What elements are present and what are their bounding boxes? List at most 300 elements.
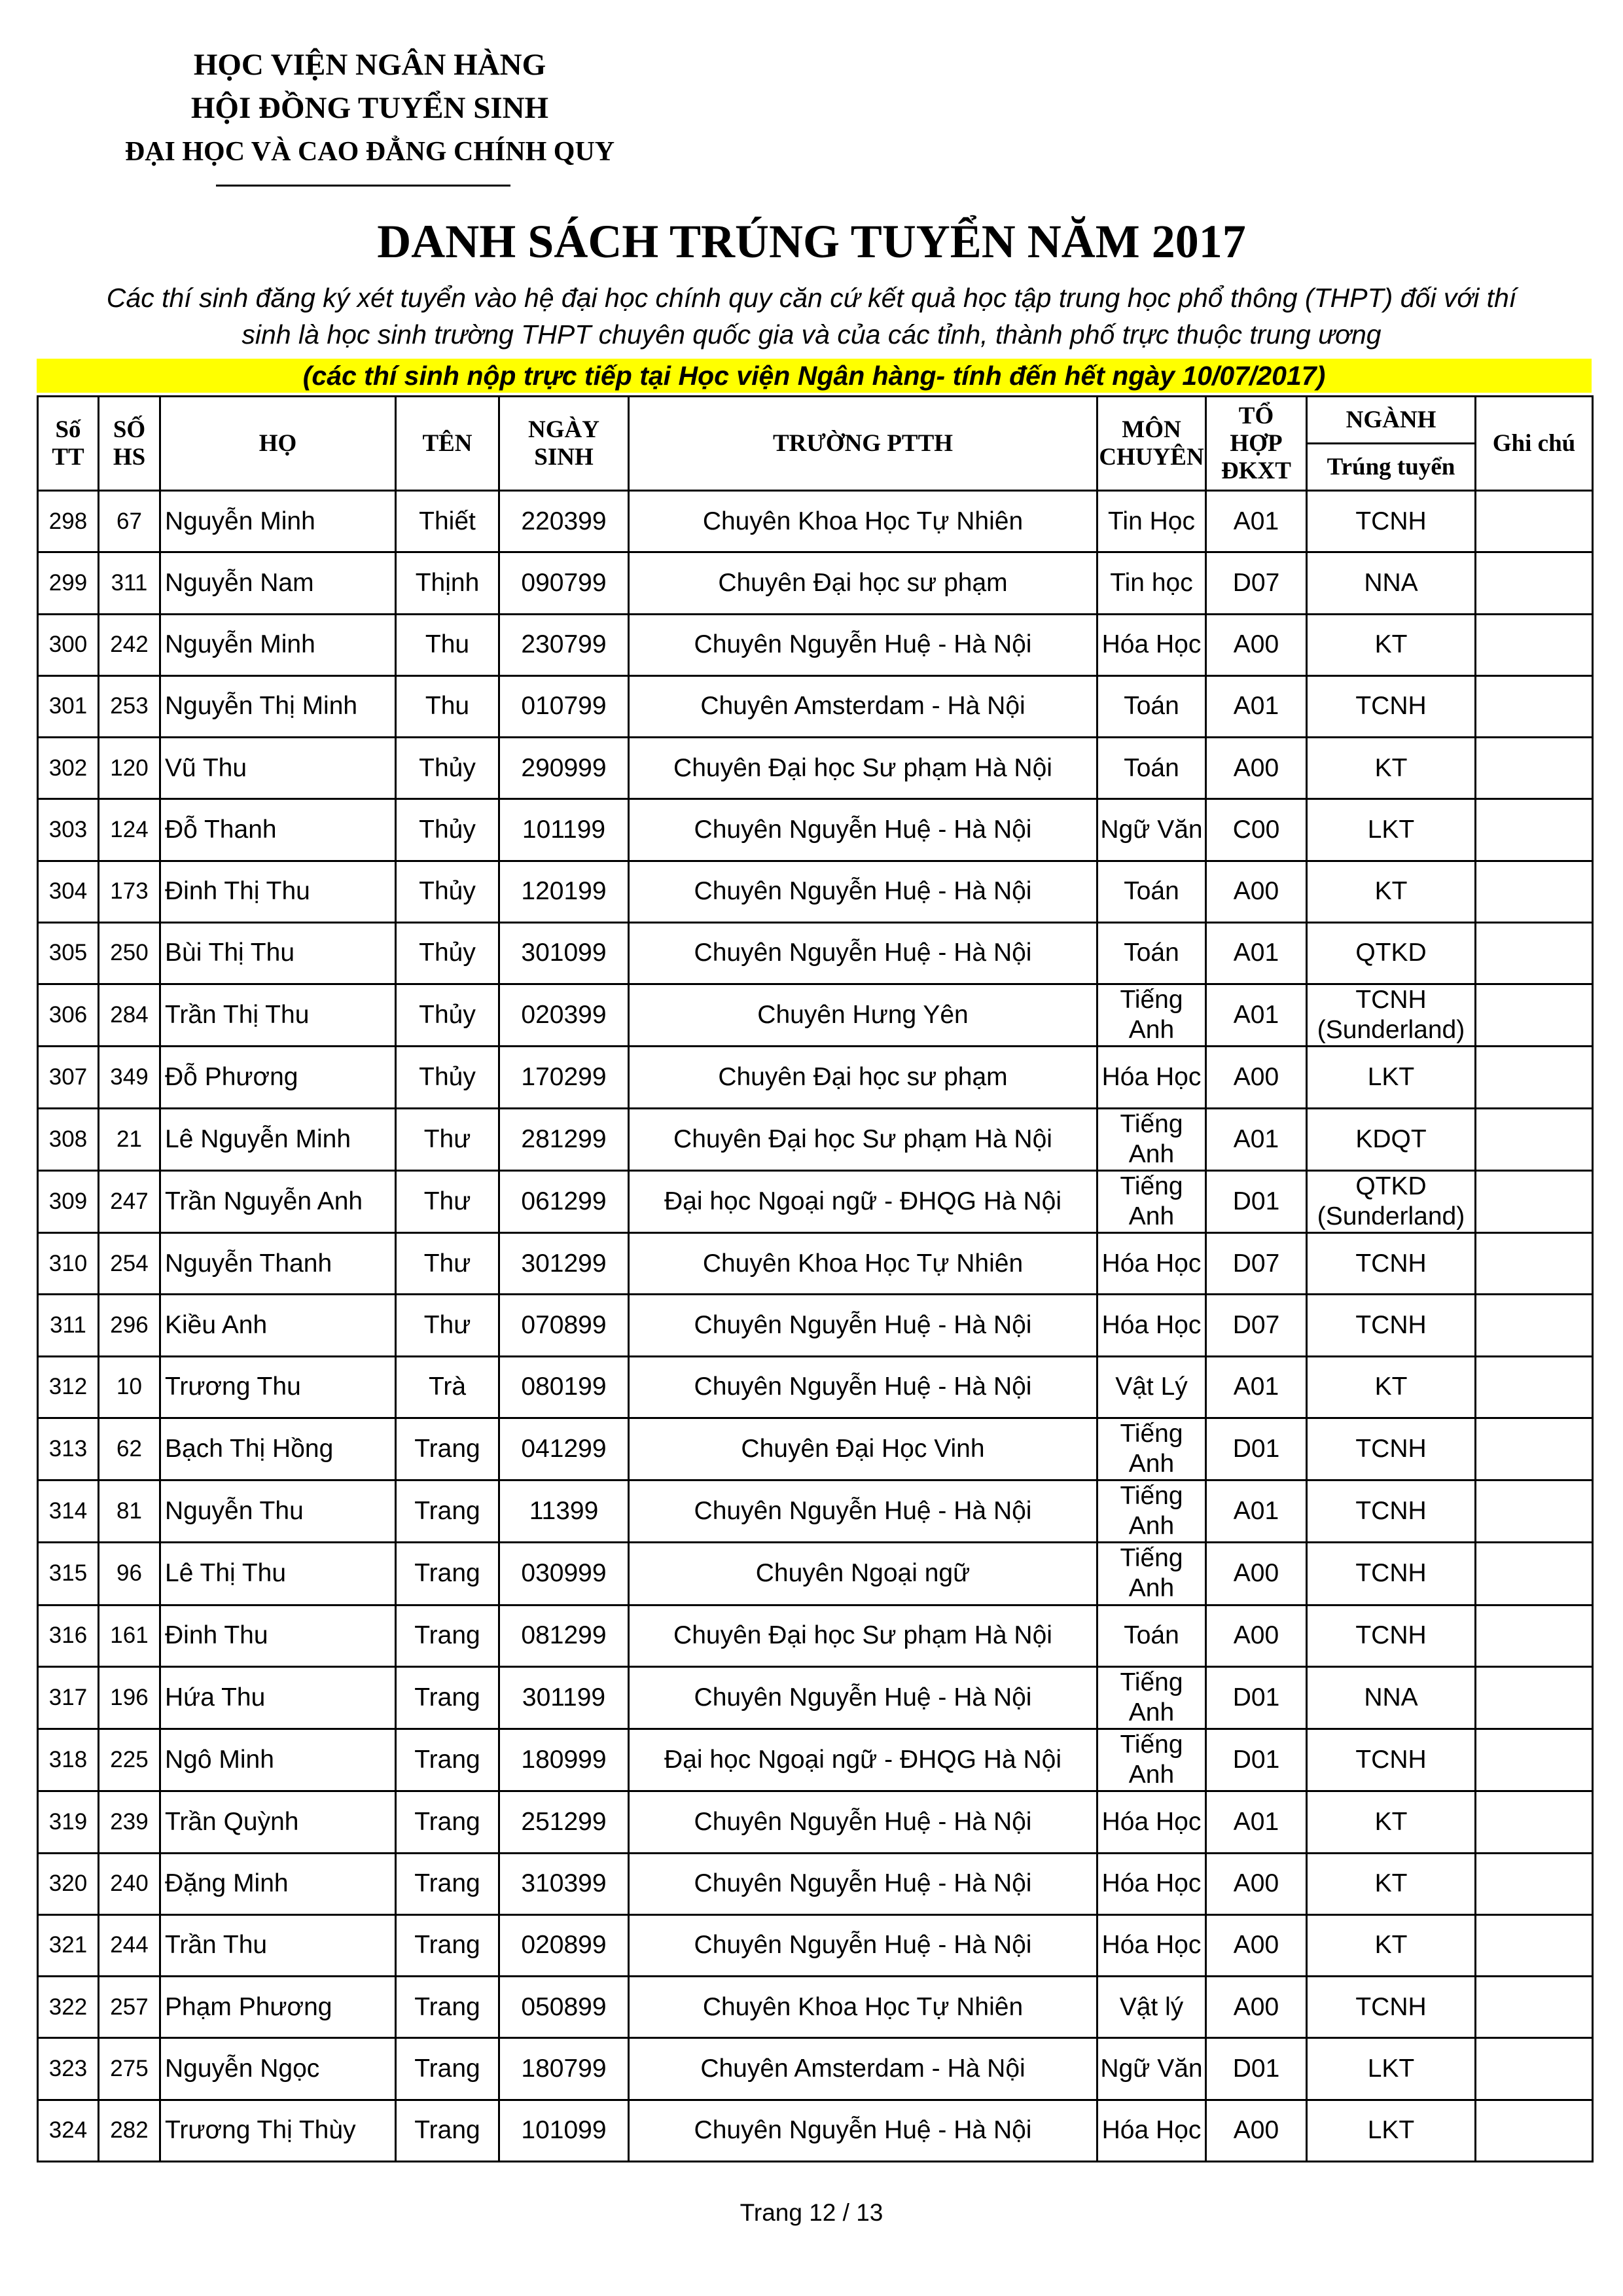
cell-to-hop: A00 xyxy=(1206,1047,1307,1108)
cell-to-hop: D07 xyxy=(1206,1233,1307,1295)
cell-shs: 311 xyxy=(99,552,160,614)
cell-ten: Trà xyxy=(396,1356,499,1418)
cell-truong: Chuyên Amsterdam - Hà Nội xyxy=(629,675,1097,737)
institution-name: HỌC VIỆN NGÂN HÀNG xyxy=(193,48,546,82)
table-row xyxy=(38,1418,1593,1480)
cell-ngay-sinh: 120199 xyxy=(499,861,629,922)
cell-to-hop: A01 xyxy=(1206,491,1307,552)
col-header-truong: TRƯỜNG PTTH xyxy=(629,397,1097,491)
cell-nganh: LKT xyxy=(1307,1047,1476,1108)
cell-mon-chuyen: Hóa Học xyxy=(1097,2100,1206,2162)
cell-shs: 124 xyxy=(99,799,160,861)
cell-ghi-chu xyxy=(1476,1853,1593,1914)
cell-ten: Trang xyxy=(396,1853,499,1914)
cell-truong: Chuyên Nguyễn Huệ - Hà Nội xyxy=(629,861,1097,922)
cell-to-hop: A00 xyxy=(1206,1543,1307,1605)
cell-ghi-chu xyxy=(1476,738,1593,799)
cell-to-hop: D07 xyxy=(1206,552,1307,614)
cell-ho: Nguyễn Thu xyxy=(160,1480,396,1543)
cell-ten: Thủy xyxy=(396,984,499,1047)
cell-ho: Nguyễn Ngọc xyxy=(160,2038,396,2100)
table-row xyxy=(38,552,1593,614)
table-row xyxy=(38,1480,1593,1543)
cell-shs: 254 xyxy=(99,1233,160,1295)
cell-ho: Nguyễn Minh xyxy=(160,491,396,552)
cell-ngay-sinh: 010799 xyxy=(499,675,629,737)
program-type: ĐẠI HỌC VÀ CAO ĐẲNG CHÍNH QUY xyxy=(124,137,615,167)
cell-stt: 307 xyxy=(38,1047,99,1108)
cell-ghi-chu xyxy=(1476,1047,1593,1108)
cell-to-hop: D01 xyxy=(1206,1729,1307,1791)
cell-truong: Chuyên Nguyễn Huệ - Hà Nội xyxy=(629,1295,1097,1356)
cell-ho: Trương Thu xyxy=(160,1356,396,1418)
cell-stt: 305 xyxy=(38,922,99,984)
cell-truong: Chuyên Khoa Học Tự Nhiên xyxy=(629,1977,1097,2038)
cell-ngay-sinh: 101199 xyxy=(499,799,629,861)
cell-stt: 311 xyxy=(38,1295,99,1356)
cell-ghi-chu xyxy=(1476,1170,1593,1232)
cell-shs: 349 xyxy=(99,1047,160,1108)
cell-ten: Thiết xyxy=(396,491,499,552)
cell-ghi-chu xyxy=(1476,1977,1593,2038)
cell-to-hop: D01 xyxy=(1206,2038,1307,2100)
cell-ten: Thủy xyxy=(396,861,499,922)
cell-ngay-sinh: 180999 xyxy=(499,1729,629,1791)
cell-shs: 240 xyxy=(99,1853,160,1914)
cell-mon-chuyen: Hóa Học xyxy=(1097,1233,1206,1295)
cell-ngay-sinh: 220399 xyxy=(499,491,629,552)
cell-ghi-chu xyxy=(1476,1791,1593,1853)
cell-nganh: LKT xyxy=(1307,2038,1476,2100)
cell-truong: Chuyên Ngoại ngữ xyxy=(629,1543,1097,1605)
cell-shs: 10 xyxy=(99,1356,160,1418)
subtitle-line-2: sinh là học sinh trường THPT chuyên quốc gia và của các tỉnh, thành phố trực thuộc trung ương xyxy=(241,319,1382,350)
table-row xyxy=(38,1791,1593,1853)
table-row xyxy=(38,1543,1593,1605)
cell-mon-chuyen: Ngữ Văn xyxy=(1097,799,1206,861)
cell-ten: Trang xyxy=(396,2100,499,2162)
col-header-ngay-sinh: NGÀY SINH xyxy=(499,397,629,491)
cell-ghi-chu xyxy=(1476,491,1593,552)
cell-to-hop: A01 xyxy=(1206,675,1307,737)
cell-ngay-sinh: 290999 xyxy=(499,738,629,799)
cell-to-hop: D01 xyxy=(1206,1418,1307,1480)
cell-truong: Chuyên Nguyễn Huệ - Hà Nội xyxy=(629,1480,1097,1543)
cell-ngay-sinh: 041299 xyxy=(499,1418,629,1480)
table-row xyxy=(38,1605,1593,1666)
cell-nganh: NNA xyxy=(1307,1666,1476,1729)
cell-shs: 62 xyxy=(99,1418,160,1480)
cell-ten: Thu xyxy=(396,675,499,737)
table-row xyxy=(38,984,1593,1047)
cell-mon-chuyen: Tiếng Anh xyxy=(1097,1729,1206,1791)
cell-to-hop: D07 xyxy=(1206,1295,1307,1356)
header-divider xyxy=(216,185,510,187)
cell-nganh: TCNH xyxy=(1307,1480,1476,1543)
cell-ho: Đỗ Thanh xyxy=(160,799,396,861)
col-header-ten: TÊN xyxy=(396,397,499,491)
cell-stt: 316 xyxy=(38,1605,99,1666)
cell-truong: Chuyên Nguyễn Huệ - Hà Nội xyxy=(629,799,1097,861)
cell-ho: Trần Thị Thu xyxy=(160,984,396,1047)
cell-ho: Kiều Anh xyxy=(160,1295,396,1356)
cell-ngay-sinh: 301099 xyxy=(499,922,629,984)
cell-ten: Thủy xyxy=(396,922,499,984)
cell-ghi-chu xyxy=(1476,922,1593,984)
cell-mon-chuyen: Tiếng Anh xyxy=(1097,1418,1206,1480)
cell-ten: Thư xyxy=(396,1233,499,1295)
cell-ngay-sinh: 061299 xyxy=(499,1170,629,1232)
cell-nganh: KT xyxy=(1307,861,1476,922)
cell-ghi-chu xyxy=(1476,1666,1593,1729)
cell-nganh: KT xyxy=(1307,1853,1476,1914)
table-row xyxy=(38,1356,1593,1418)
cell-ghi-chu xyxy=(1476,1233,1593,1295)
page-number: Trang 12 / 13 xyxy=(740,2199,883,2226)
cell-ghi-chu xyxy=(1476,614,1593,675)
cell-truong: Chuyên Nguyễn Huệ - Hà Nội xyxy=(629,1356,1097,1418)
table-row xyxy=(38,861,1593,922)
cell-ghi-chu xyxy=(1476,1914,1593,1976)
cell-ho: Nguyễn Thanh xyxy=(160,1233,396,1295)
cell-ngay-sinh: 11399 xyxy=(499,1480,629,1543)
cell-ngay-sinh: 230799 xyxy=(499,614,629,675)
cell-ngay-sinh: 030999 xyxy=(499,1543,629,1605)
cell-truong: Chuyên Nguyễn Huệ - Hà Nội xyxy=(629,1914,1097,1976)
cell-to-hop: A01 xyxy=(1206,1356,1307,1418)
cell-mon-chuyen: Tiếng Anh xyxy=(1097,1108,1206,1170)
cell-nganh: TCNH xyxy=(1307,1233,1476,1295)
cell-ten: Trang xyxy=(396,1418,499,1480)
cell-mon-chuyen: Ngữ Văn xyxy=(1097,2038,1206,2100)
cell-ghi-chu xyxy=(1476,1605,1593,1666)
cell-stt: 317 xyxy=(38,1666,99,1729)
cell-ten: Thư xyxy=(396,1108,499,1170)
cell-to-hop: D01 xyxy=(1206,1666,1307,1729)
table-row xyxy=(38,675,1593,737)
cell-stt: 300 xyxy=(38,614,99,675)
cell-stt: 319 xyxy=(38,1791,99,1853)
cell-nganh: QTKD xyxy=(1307,922,1476,984)
admission-council: HỘI ĐỒNG TUYỂN SINH xyxy=(190,91,549,125)
cell-shs: 284 xyxy=(99,984,160,1047)
cell-shs: 296 xyxy=(99,1295,160,1356)
cell-ghi-chu xyxy=(1476,984,1593,1047)
cell-truong: Đại học Ngoại ngữ - ĐHQG Hà Nội xyxy=(629,1170,1097,1232)
cell-nganh: NNA xyxy=(1307,552,1476,614)
cell-nganh: KT xyxy=(1307,1914,1476,1976)
cell-shs: 96 xyxy=(99,1543,160,1605)
cell-ghi-chu xyxy=(1476,1108,1593,1170)
cell-ho: Phạm Phương xyxy=(160,1977,396,2038)
col-header-trung-tuyen: Trúng tuyển xyxy=(1307,444,1476,491)
cell-truong: Chuyên Nguyễn Huệ - Hà Nội xyxy=(629,922,1097,984)
col-header-to-hop: TỔ HỢP ĐKXT xyxy=(1206,397,1307,491)
cell-ngay-sinh: 301199 xyxy=(499,1666,629,1729)
cell-stt: 320 xyxy=(38,1853,99,1914)
cell-stt: 324 xyxy=(38,2100,99,2162)
cell-ngay-sinh: 281299 xyxy=(499,1108,629,1170)
cell-truong: Chuyên Đại học Sư phạm Hà Nội xyxy=(629,738,1097,799)
cell-stt: 310 xyxy=(38,1233,99,1295)
submission-banner: (các thí sinh nộp trực tiếp tại Học viện Ngân hàng- tính đến hết ngày 10/07/2017) xyxy=(37,359,1592,393)
cell-ten: Trang xyxy=(396,1729,499,1791)
cell-to-hop: A00 xyxy=(1206,2100,1307,2162)
cell-ho: Trần Thu xyxy=(160,1914,396,1976)
cell-stt: 323 xyxy=(38,2038,99,2100)
cell-ngay-sinh: 090799 xyxy=(499,552,629,614)
cell-ghi-chu xyxy=(1476,1295,1593,1356)
cell-shs: 21 xyxy=(99,1108,160,1170)
cell-stt: 301 xyxy=(38,675,99,737)
cell-truong: Đại học Ngoại ngữ - ĐHQG Hà Nội xyxy=(629,1729,1097,1791)
cell-nganh: TCNH xyxy=(1307,1977,1476,2038)
cell-stt: 312 xyxy=(38,1356,99,1418)
cell-shs: 67 xyxy=(99,491,160,552)
cell-shs: 247 xyxy=(99,1170,160,1232)
cell-ten: Trang xyxy=(396,2038,499,2100)
cell-ten: Thu xyxy=(396,614,499,675)
cell-stt: 306 xyxy=(38,984,99,1047)
cell-ngay-sinh: 251299 xyxy=(499,1791,629,1853)
table-row xyxy=(38,922,1593,984)
cell-truong: Chuyên Nguyễn Huệ - Hà Nội xyxy=(629,614,1097,675)
cell-ngay-sinh: 081299 xyxy=(499,1605,629,1666)
cell-mon-chuyen: Tiếng Anh xyxy=(1097,1480,1206,1543)
cell-to-hop: A00 xyxy=(1206,1977,1307,2038)
cell-stt: 303 xyxy=(38,799,99,861)
cell-ghi-chu xyxy=(1476,1729,1593,1791)
cell-stt: 299 xyxy=(38,552,99,614)
cell-mon-chuyen: Hóa Học xyxy=(1097,1295,1206,1356)
cell-ghi-chu xyxy=(1476,861,1593,922)
table-row xyxy=(38,2100,1593,2162)
cell-ten: Trang xyxy=(396,1977,499,2038)
table-row xyxy=(38,799,1593,861)
cell-to-hop: A00 xyxy=(1206,1914,1307,1976)
col-header-ho: HỌ xyxy=(160,397,396,491)
cell-ngay-sinh: 180799 xyxy=(499,2038,629,2100)
admission-table xyxy=(37,395,1594,2162)
cell-stt: 314 xyxy=(38,1480,99,1543)
cell-truong: Chuyên Amsterdam - Hà Nội xyxy=(629,2038,1097,2100)
cell-shs: 173 xyxy=(99,861,160,922)
cell-to-hop: A00 xyxy=(1206,861,1307,922)
cell-stt: 322 xyxy=(38,1977,99,2038)
cell-ten: Thịnh xyxy=(396,552,499,614)
cell-ngay-sinh: 170299 xyxy=(499,1047,629,1108)
table-row xyxy=(38,2038,1593,2100)
cell-ho: Đinh Thị Thu xyxy=(160,861,396,922)
cell-mon-chuyen: Hóa Học xyxy=(1097,1047,1206,1108)
cell-shs: 81 xyxy=(99,1480,160,1543)
table-row xyxy=(38,1729,1593,1791)
cell-nganh: TCNH (Sunderland) xyxy=(1307,984,1476,1047)
cell-nganh: KT xyxy=(1307,614,1476,675)
page-title: DANH SÁCH TRÚNG TUYỂN NĂM 2017 xyxy=(377,215,1246,268)
table-row xyxy=(38,1914,1593,1976)
cell-nganh: TCNH xyxy=(1307,675,1476,737)
cell-nganh: TCNH xyxy=(1307,1605,1476,1666)
cell-ten: Thủy xyxy=(396,799,499,861)
cell-mon-chuyen: Toán xyxy=(1097,675,1206,737)
cell-ngay-sinh: 080199 xyxy=(499,1356,629,1418)
cell-ho: Nguyễn Minh xyxy=(160,614,396,675)
cell-truong: Chuyên Nguyễn Huệ - Hà Nội xyxy=(629,2100,1097,2162)
cell-truong: Chuyên Hưng Yên xyxy=(629,984,1097,1047)
cell-ten: Trang xyxy=(396,1605,499,1666)
cell-nganh: LKT xyxy=(1307,799,1476,861)
cell-ho: Bùi Thị Thu xyxy=(160,922,396,984)
table-row xyxy=(38,1108,1593,1170)
cell-mon-chuyen: Hóa Học xyxy=(1097,1853,1206,1914)
cell-mon-chuyen: Tiếng Anh xyxy=(1097,1543,1206,1605)
cell-truong: Chuyên Nguyễn Huệ - Hà Nội xyxy=(629,1853,1097,1914)
cell-ho: Đinh Thu xyxy=(160,1605,396,1666)
cell-shs: 196 xyxy=(99,1666,160,1729)
table-row xyxy=(38,1853,1593,1914)
cell-ten: Trang xyxy=(396,1480,499,1543)
cell-ghi-chu xyxy=(1476,2038,1593,2100)
cell-mon-chuyen: Hóa Học xyxy=(1097,614,1206,675)
cell-stt: 302 xyxy=(38,738,99,799)
cell-ten: Trang xyxy=(396,1666,499,1729)
cell-to-hop: A01 xyxy=(1206,1791,1307,1853)
cell-truong: Chuyên Khoa Học Tự Nhiên xyxy=(629,491,1097,552)
cell-shs: 282 xyxy=(99,2100,160,2162)
cell-ten: Thư xyxy=(396,1170,499,1232)
cell-mon-chuyen: Vật lý xyxy=(1097,1977,1206,2038)
cell-nganh: TCNH xyxy=(1307,491,1476,552)
cell-mon-chuyen: Tiếng Anh xyxy=(1097,1666,1206,1729)
cell-nganh: TCNH xyxy=(1307,1729,1476,1791)
cell-shs: 120 xyxy=(99,738,160,799)
cell-truong: Chuyên Đại học sư phạm xyxy=(629,552,1097,614)
cell-stt: 318 xyxy=(38,1729,99,1791)
cell-truong: Chuyên Khoa Học Tự Nhiên xyxy=(629,1233,1097,1295)
cell-ho: Lê Nguyễn Minh xyxy=(160,1108,396,1170)
cell-ngay-sinh: 070899 xyxy=(499,1295,629,1356)
cell-nganh: KT xyxy=(1307,738,1476,799)
col-header-mon-chuyen: MÔN CHUYÊN xyxy=(1097,397,1206,491)
cell-mon-chuyen: Toán xyxy=(1097,922,1206,984)
table-row xyxy=(38,1295,1593,1356)
cell-mon-chuyen: Toán xyxy=(1097,1605,1206,1666)
cell-stt: 304 xyxy=(38,861,99,922)
subtitle-line-1: Các thí sinh đăng ký xét tuyển vào hệ đại học chính quy căn cứ kết quả học tập trung học phổ thông (THPT) đối với thí xyxy=(106,283,1517,313)
cell-ten: Thủy xyxy=(396,1047,499,1108)
cell-ghi-chu xyxy=(1476,1543,1593,1605)
cell-mon-chuyen: Toán xyxy=(1097,738,1206,799)
cell-truong: Chuyên Đại học sư phạm xyxy=(629,1047,1097,1108)
cell-to-hop: A01 xyxy=(1206,984,1307,1047)
cell-stt: 309 xyxy=(38,1170,99,1232)
table-row xyxy=(38,1666,1593,1729)
cell-mon-chuyen: Hóa Học xyxy=(1097,1791,1206,1853)
cell-mon-chuyen: Vật Lý xyxy=(1097,1356,1206,1418)
cell-ho: Vũ Thu xyxy=(160,738,396,799)
table-row xyxy=(38,1047,1593,1108)
cell-ghi-chu xyxy=(1476,2100,1593,2162)
col-header-nganh: NGÀNH xyxy=(1307,397,1476,444)
cell-to-hop: A00 xyxy=(1206,1605,1307,1666)
col-header-shs: SỐ HS xyxy=(99,397,160,491)
cell-ho: Trần Quỳnh xyxy=(160,1791,396,1853)
cell-shs: 250 xyxy=(99,922,160,984)
cell-ghi-chu xyxy=(1476,552,1593,614)
cell-ghi-chu xyxy=(1476,1480,1593,1543)
cell-ngay-sinh: 101099 xyxy=(499,2100,629,2162)
cell-ho: Đỗ Phương xyxy=(160,1047,396,1108)
cell-shs: 253 xyxy=(99,675,160,737)
cell-nganh: KDQT xyxy=(1307,1108,1476,1170)
cell-stt: 321 xyxy=(38,1914,99,1976)
cell-truong: Chuyên Nguyễn Huệ - Hà Nội xyxy=(629,1666,1097,1729)
cell-truong: Chuyên Đại Học Vinh xyxy=(629,1418,1097,1480)
cell-stt: 298 xyxy=(38,491,99,552)
cell-mon-chuyen: Tiếng Anh xyxy=(1097,984,1206,1047)
table-row xyxy=(38,1977,1593,2038)
cell-shs: 242 xyxy=(99,614,160,675)
cell-ho: Nguyễn Nam xyxy=(160,552,396,614)
table-row xyxy=(38,738,1593,799)
cell-nganh: KT xyxy=(1307,1791,1476,1853)
cell-ngay-sinh: 050899 xyxy=(499,1977,629,2038)
cell-to-hop: A01 xyxy=(1206,1108,1307,1170)
cell-ho: Bạch Thị Hồng xyxy=(160,1418,396,1480)
cell-to-hop: A01 xyxy=(1206,1480,1307,1543)
cell-to-hop: A00 xyxy=(1206,614,1307,675)
cell-stt: 315 xyxy=(38,1543,99,1605)
cell-truong: Chuyên Nguyễn Huệ - Hà Nội xyxy=(629,1791,1097,1853)
cell-shs: 225 xyxy=(99,1729,160,1791)
cell-ngay-sinh: 310399 xyxy=(499,1853,629,1914)
col-header-ghi-chu: Ghi chú xyxy=(1476,397,1593,491)
cell-ngay-sinh: 020399 xyxy=(499,984,629,1047)
col-header-stt: Số TT xyxy=(38,397,99,491)
cell-ten: Thư xyxy=(396,1295,499,1356)
cell-ghi-chu xyxy=(1476,1418,1593,1480)
table-body xyxy=(38,491,1593,2162)
cell-nganh: TCNH xyxy=(1307,1295,1476,1356)
cell-ho: Hứa Thu xyxy=(160,1666,396,1729)
cell-shs: 275 xyxy=(99,2038,160,2100)
cell-stt: 308 xyxy=(38,1108,99,1170)
cell-ten: Trang xyxy=(396,1914,499,1976)
cell-to-hop: A00 xyxy=(1206,1853,1307,1914)
cell-ten: Thủy xyxy=(396,738,499,799)
cell-ho: Trần Nguyễn Anh xyxy=(160,1170,396,1232)
cell-nganh: TCNH xyxy=(1307,1543,1476,1605)
cell-ho: Nguyễn Thị Minh xyxy=(160,675,396,737)
table-row xyxy=(38,491,1593,552)
cell-shs: 257 xyxy=(99,1977,160,2038)
cell-nganh: KT xyxy=(1307,1356,1476,1418)
cell-to-hop: A00 xyxy=(1206,738,1307,799)
cell-nganh: TCNH xyxy=(1307,1418,1476,1480)
cell-ghi-chu xyxy=(1476,675,1593,737)
cell-to-hop: D01 xyxy=(1206,1170,1307,1232)
cell-mon-chuyen: Tiếng Anh xyxy=(1097,1170,1206,1232)
cell-mon-chuyen: Tin Học xyxy=(1097,491,1206,552)
cell-mon-chuyen: Tin học xyxy=(1097,552,1206,614)
cell-ngay-sinh: 301299 xyxy=(499,1233,629,1295)
table-row xyxy=(38,1170,1593,1232)
cell-to-hop: A01 xyxy=(1206,922,1307,984)
cell-nganh: QTKD (Sunderland) xyxy=(1307,1170,1476,1232)
cell-truong: Chuyên Đại học Sư phạm Hà Nội xyxy=(629,1605,1097,1666)
cell-nganh: LKT xyxy=(1307,2100,1476,2162)
